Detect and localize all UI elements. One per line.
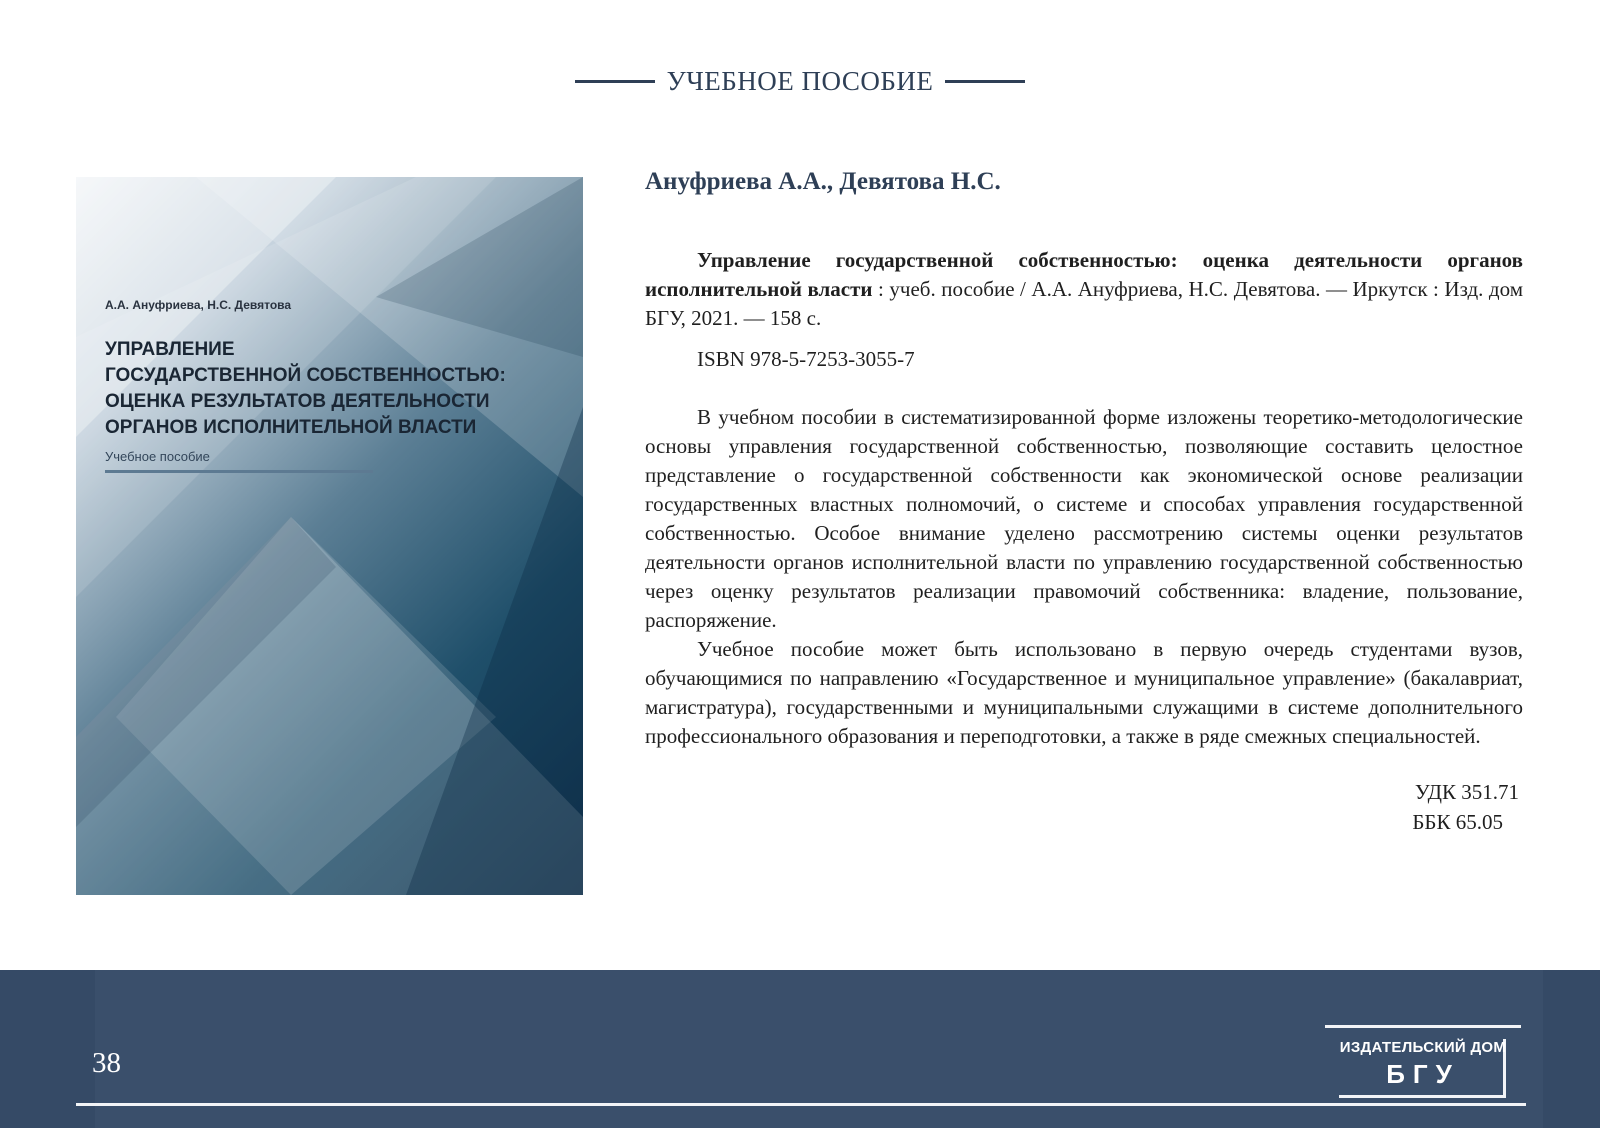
- book-description: [645, 168, 1523, 837]
- publisher-name-line2: БГУ: [1386, 1059, 1460, 1089]
- footer-rule: [76, 1103, 1526, 1106]
- publisher-name-line1: ИЗДАТЕЛЬСКИЙ ДОМ: [1339, 1039, 1507, 1056]
- page-number: 38: [92, 1047, 121, 1079]
- header-rule-left: [575, 80, 655, 83]
- book-authors: Ануфриева А.А., Девятова Н.С.: [645, 168, 1001, 195]
- annotation-paragraph: В учебном пособии в систематизированной форме изложены теоретико-методологические основы управления государственной собственностью, позволяющие составить целостное представление о государственной собственности как экономической основе реализации государственных властных полномочий, о системе и способах управления государственной собственностью. Особое внимание уделено рассмотрению системы оценки результатов деятельности органов исполнительной власти по управлению государственной собственностью через оценку результатов реализации правомочий собственника: владение, пользование, распоряжение.: [645, 405, 1523, 632]
- udk-code: УДК 351.71: [1414, 780, 1519, 804]
- section-header: [0, 66, 1600, 97]
- cover-title-line: УПРАВЛЕНИЕ: [105, 339, 235, 360]
- isbn: ISBN 978-5-7253-3055-7: [697, 347, 915, 371]
- bbk-code: ББК 65.05: [1412, 810, 1503, 834]
- header-rule-right: [945, 80, 1025, 83]
- cover-title-line: ГОСУДАРСТВЕННОЙ СОБСТВЕННОСТЬЮ:: [105, 365, 506, 386]
- classification-codes: [645, 777, 1523, 837]
- publisher-logo: [1325, 1025, 1521, 1105]
- cover-background-pattern: [76, 177, 583, 895]
- cover-underline: [105, 470, 373, 473]
- logo-top-line: [1325, 1025, 1521, 1028]
- citation-details: : учеб. пособие / А.А. Ануфриева, Н.С. Девятова. — Иркутск : Изд. дом БГУ, 2021. — 158 с.: [645, 277, 1523, 330]
- cover-title: [105, 337, 545, 441]
- annotation: [645, 403, 1523, 751]
- book-title: Управление государственной собственностью: оценка деятельности органов исполнительной власти: [645, 248, 1523, 301]
- cover-authors: А.А. Ануфриева, Н.С. Девятова: [105, 298, 292, 312]
- book-cover: [76, 177, 583, 895]
- bibliographic-citation: [645, 246, 1523, 333]
- cover-subtitle: Учебное пособие: [105, 449, 210, 464]
- section-title: УЧЕБНОЕ ПОСОБИЕ: [666, 66, 934, 96]
- cover-title-line: ОЦЕНКА РЕЗУЛЬТАТОВ ДЕЯТЕЛЬНОСТИ: [105, 391, 490, 412]
- annotation-paragraph: Учебное пособие может быть использовано в первую очередь студентами вузов, обучающимися по направлению «Государственное и муниципальное управление» (бакалавриат, магистратура), государственными и муниципальными служащими в системе дополнительного профессионального образования и переподготовки, а также в ряде смежных специальностей.: [645, 637, 1523, 748]
- cover-title-line: ОРГАНОВ ИСПОЛНИТЕЛЬНОЙ ВЛАСТИ: [105, 417, 477, 438]
